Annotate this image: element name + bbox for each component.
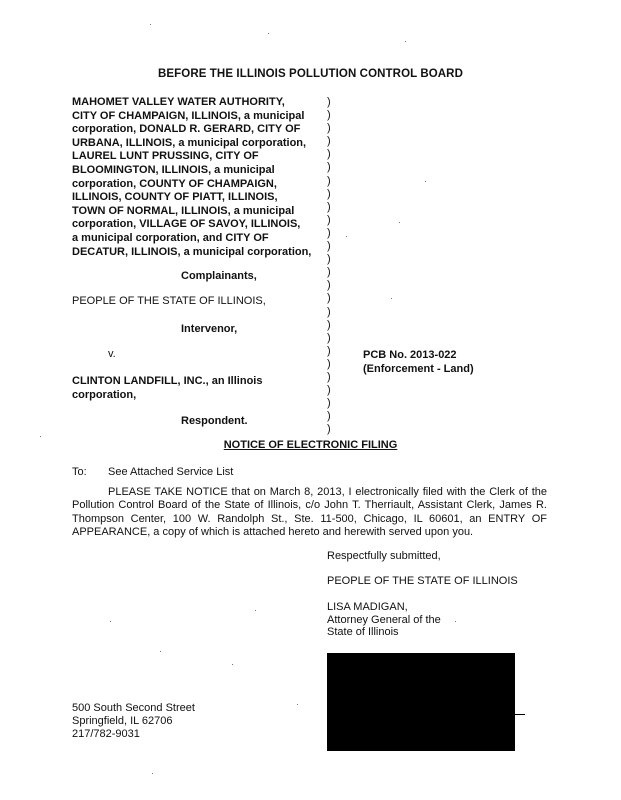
scan-speck bbox=[255, 610, 256, 611]
scan-speck bbox=[425, 181, 426, 182]
caption-paren: ) bbox=[327, 279, 331, 292]
party-line: MAHOMET VALLEY WATER AUTHORITY, bbox=[72, 96, 285, 108]
caption-paren: ) bbox=[327, 96, 331, 108]
party-line: URBANA, ILLINOIS, a municipal corporation, bbox=[72, 136, 307, 149]
signatory-party: PEOPLE OF THE STATE OF ILLINOIS bbox=[327, 575, 518, 587]
document-heading: BEFORE THE ILLINOIS POLLUTION CONTROL BOARD bbox=[157, 68, 463, 80]
signature-line bbox=[515, 714, 525, 715]
to-label: To: bbox=[72, 466, 87, 478]
scan-speck bbox=[346, 236, 347, 237]
caption-paren: ) bbox=[327, 397, 331, 410]
caption-paren: ) bbox=[327, 240, 331, 253]
caption-paren: ) bbox=[327, 344, 331, 357]
caption-paren: ) bbox=[327, 226, 331, 239]
caption-paren: ) bbox=[327, 187, 331, 200]
scan-speck bbox=[110, 621, 111, 622]
caption-paren: ) bbox=[327, 174, 331, 187]
caption-paren: ) bbox=[327, 200, 331, 213]
caption-paren: ) bbox=[327, 357, 331, 370]
caption-paren: ) bbox=[327, 266, 331, 279]
signatory-line: Attorney General of the bbox=[327, 613, 441, 626]
caption-paren: ) bbox=[327, 384, 331, 397]
closing: Respectfully submitted, bbox=[327, 550, 441, 562]
complainants-label: Complainants, bbox=[181, 270, 257, 282]
scan-speck bbox=[232, 664, 233, 665]
caption-paren: ) bbox=[327, 331, 331, 344]
party-line: BLOOMINGTON, ILLINOIS, a municipal bbox=[72, 163, 275, 176]
scan-speck bbox=[399, 222, 400, 223]
caption-paren: ) bbox=[327, 423, 331, 436]
scan-speck bbox=[268, 33, 269, 34]
caption-paren: ) bbox=[327, 305, 331, 318]
scan-speck bbox=[160, 651, 161, 652]
party-line: TOWN OF NORMAL, ILLINOIS, a municipal bbox=[72, 204, 295, 217]
scan-speck bbox=[405, 41, 406, 42]
case-number: PCB No. 2013-022 bbox=[363, 349, 457, 361]
caption-paren: ) bbox=[327, 135, 331, 148]
complainants-block bbox=[72, 96, 332, 259]
signatory-block bbox=[327, 601, 441, 639]
party-line: a municipal corporation, and CITY OF bbox=[72, 231, 269, 244]
scan-speck bbox=[40, 436, 41, 437]
caption-paren: ) bbox=[327, 253, 331, 266]
caption-paren: ) bbox=[327, 213, 331, 226]
caption-paren: ) bbox=[327, 122, 331, 135]
caption-paren: ) bbox=[327, 161, 331, 174]
party-line: LAUREL LUNT PRUSSING, CITY OF bbox=[72, 150, 259, 163]
scan-speck bbox=[391, 298, 392, 299]
case-info bbox=[363, 348, 474, 376]
caption-parentheses-column bbox=[327, 96, 331, 436]
address-line: Springfield, IL 62706 bbox=[72, 715, 173, 728]
scan-speck bbox=[150, 24, 151, 25]
caption-paren: ) bbox=[327, 148, 331, 161]
caption-paren: ) bbox=[327, 292, 331, 305]
party-line: CITY OF CHAMPAIGN, ILLINOIS, a municipal bbox=[72, 109, 305, 122]
versus-label: v. bbox=[108, 348, 116, 360]
address-block bbox=[72, 702, 195, 742]
intervenor-label: Intervenor, bbox=[181, 323, 238, 335]
intervenor-name: PEOPLE OF THE STATE OF ILLINOIS, bbox=[72, 295, 266, 307]
address-line: 217/782-9031 bbox=[72, 728, 140, 741]
caption-paren: ) bbox=[327, 318, 331, 331]
caption-paren: ) bbox=[327, 410, 331, 423]
party-line: corporation, COUNTY OF CHAMPAIGN, bbox=[72, 177, 277, 190]
party-line: corporation, VILLAGE OF SAVOY, ILLINOIS, bbox=[72, 218, 301, 231]
signatory-line: LISA MADIGAN, bbox=[327, 601, 408, 613]
respondent-line: CLINTON LANDFILL, INC., an Illinois bbox=[72, 375, 263, 387]
respondent-name bbox=[72, 375, 262, 402]
redacted-signature bbox=[327, 653, 515, 751]
caption-paren: ) bbox=[327, 109, 331, 122]
caption-paren: ) bbox=[327, 370, 331, 383]
respondent-line: corporation, bbox=[72, 388, 137, 401]
case-type: (Enforcement - Land) bbox=[363, 363, 474, 375]
notice-title: NOTICE OF ELECTRONIC FILING bbox=[223, 439, 398, 451]
party-line: corporation, DONALD R. GERARD, CITY OF bbox=[72, 123, 301, 136]
notice-body: PLEASE TAKE NOTICE that on March 8, 2013, I electronically filed with the Clerk of the Pollution Control Board of the State of Illinois, c/o John T. Therriault, Assistant Clerk, James R. Thompson Center, 100 W. Randolph St., Ste. 11-500, Chicago, IL 60601, an ENTRY OF APPEARANCE, a copy of which is attached hereto and herewith served upon you. bbox=[72, 486, 547, 538]
party-line: DECATUR, ILLINOIS, a municipal corporation, bbox=[72, 245, 312, 258]
signatory-line: State of Illinois bbox=[327, 626, 399, 638]
scan-speck bbox=[297, 704, 298, 705]
to-value: See Attached Service List bbox=[108, 466, 234, 478]
scan-speck bbox=[455, 621, 456, 622]
scan-speck bbox=[152, 773, 153, 774]
respondent-label: Respondent. bbox=[181, 415, 248, 427]
party-line: ILLINOIS, COUNTY OF PIATT, ILLINOIS, bbox=[72, 191, 278, 204]
address-line: 500 South Second Street bbox=[72, 702, 195, 714]
